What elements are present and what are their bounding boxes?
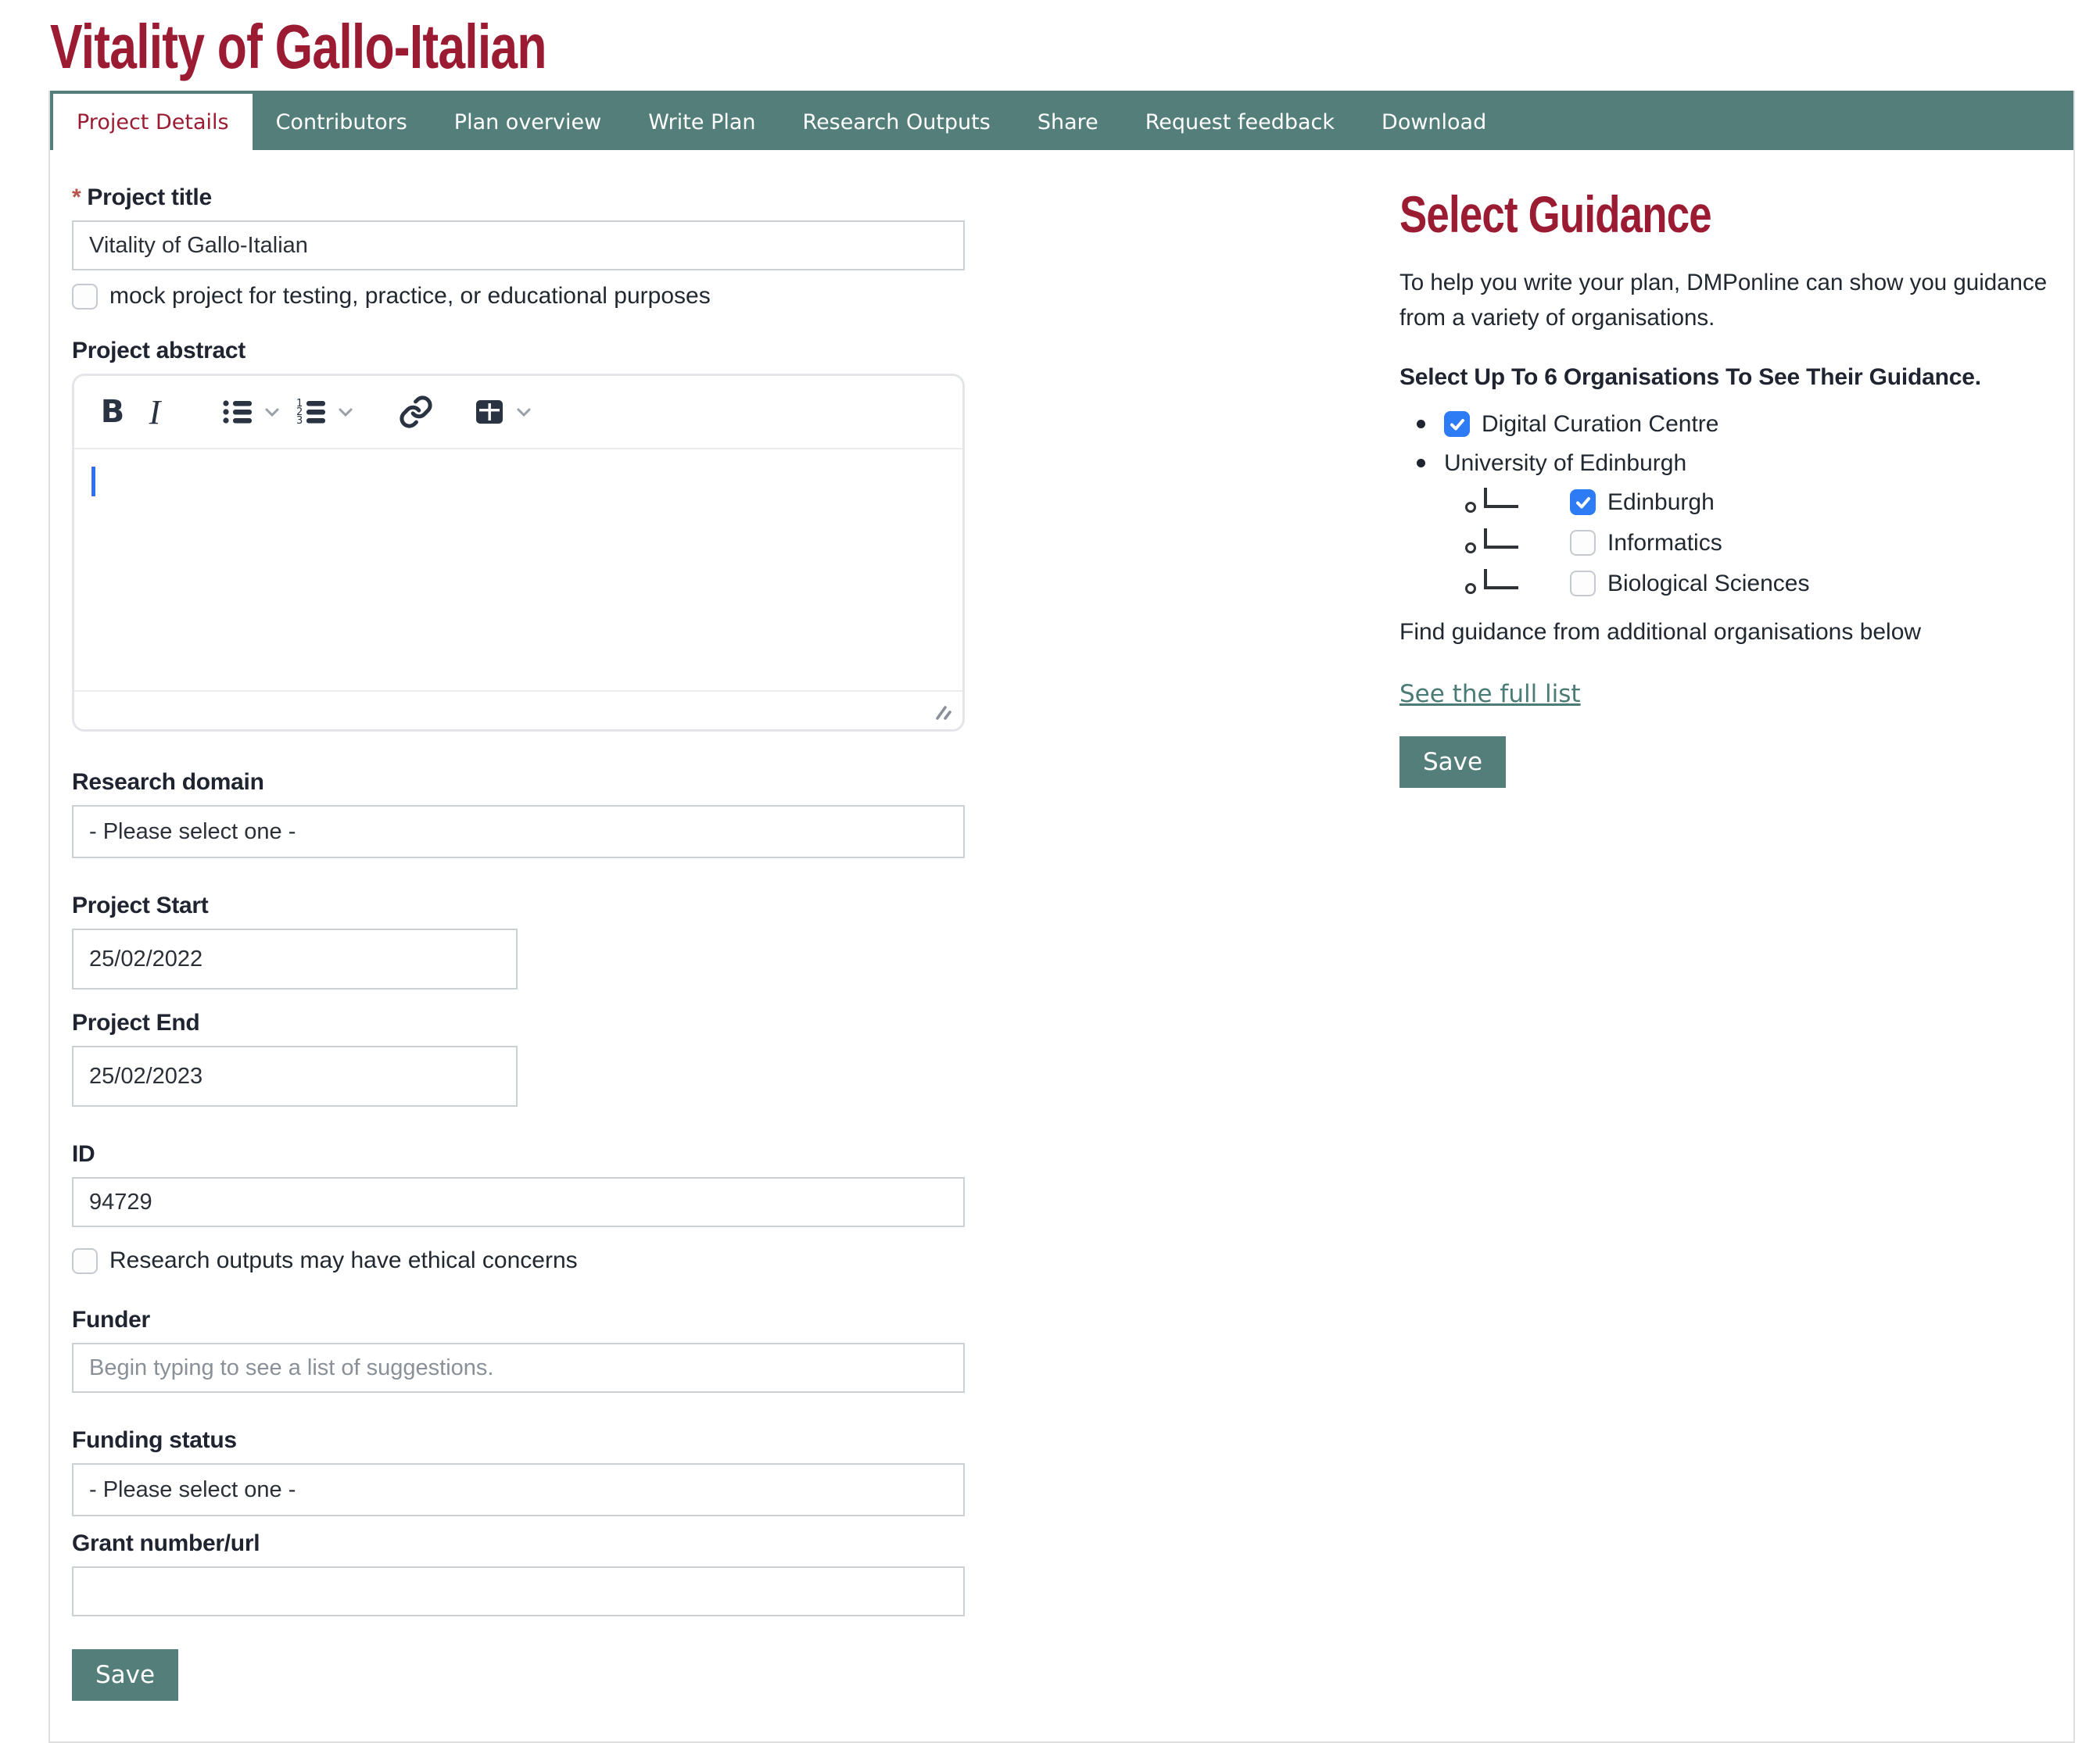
project-title-label-text: Project title bbox=[87, 184, 212, 210]
guidance-save-button[interactable]: Save bbox=[1399, 736, 1506, 788]
org-checkbox-biological-sciences[interactable] bbox=[1570, 571, 1596, 596]
tab-plan-overview[interactable]: Plan overview bbox=[453, 109, 602, 134]
sub-org-row-informatics bbox=[1465, 530, 2062, 557]
abstract-rich-text-editor bbox=[72, 374, 965, 732]
research-domain-select[interactable]: - Please select one - bbox=[72, 805, 965, 858]
grant-number-label: Grant number/url bbox=[72, 1530, 260, 1556]
project-start-label: Project Start bbox=[72, 893, 209, 918]
abstract-editor-content[interactable] bbox=[74, 449, 962, 690]
check-icon bbox=[1575, 494, 1592, 511]
tab-project-details[interactable]: Project Details bbox=[53, 94, 253, 150]
id-label: ID bbox=[72, 1141, 95, 1167]
org-row-digital-curation-centre bbox=[1399, 411, 2062, 438]
circle-bullet-icon bbox=[1465, 583, 1476, 594]
see-full-list-link[interactable]: See the full list bbox=[1399, 679, 1581, 708]
project-end-label: Project End bbox=[72, 1010, 200, 1036]
funding-status-label: Funding status bbox=[72, 1427, 237, 1453]
mock-project-checkbox-row[interactable] bbox=[72, 283, 965, 310]
bold-button[interactable] bbox=[91, 390, 134, 434]
mock-project-checkbox[interactable] bbox=[72, 284, 98, 310]
funder-input[interactable] bbox=[72, 1343, 965, 1393]
italic-icon: I bbox=[149, 392, 161, 431]
mock-project-checkbox-label: mock project for testing, practice, or educational purposes bbox=[109, 283, 711, 309]
numbered-list-icon bbox=[293, 394, 329, 430]
grant-number-input[interactable] bbox=[72, 1566, 965, 1616]
numbered-list-caret-button[interactable] bbox=[332, 390, 359, 434]
guidance-note: Find guidance from additional organisations below bbox=[1399, 618, 1922, 645]
numbered-list-button[interactable] bbox=[290, 390, 332, 434]
save-button[interactable]: Save bbox=[72, 1649, 178, 1701]
svg-text:2: 2 bbox=[296, 406, 303, 418]
org-label: Edinburgh bbox=[1607, 489, 1715, 515]
tab-request-feedback[interactable]: Request feedback bbox=[1145, 109, 1335, 134]
bold-icon: B bbox=[100, 394, 125, 430]
project-title-input[interactable] bbox=[72, 220, 965, 270]
guidance-panel bbox=[1399, 184, 2062, 1701]
tab-contributors[interactable]: Contributors bbox=[275, 109, 407, 134]
guidance-subheading: Select Up To 6 Organisations To See Their Guidance. bbox=[1399, 363, 1981, 390]
tab-research-outputs[interactable]: Research Outputs bbox=[802, 109, 991, 134]
table-button[interactable] bbox=[468, 390, 511, 434]
tab-download[interactable]: Download bbox=[1381, 109, 1487, 134]
insert-link-button[interactable] bbox=[395, 390, 437, 434]
project-title-label bbox=[72, 184, 965, 211]
table-icon bbox=[471, 394, 507, 430]
circle-bullet-icon bbox=[1465, 502, 1476, 513]
funder-label: Funder bbox=[72, 1307, 150, 1333]
bullet-icon bbox=[1417, 420, 1425, 428]
content-area bbox=[50, 150, 2073, 1741]
tab-share[interactable]: Share bbox=[1037, 109, 1098, 134]
svg-text:3: 3 bbox=[296, 415, 303, 427]
org-label: Digital Curation Centre bbox=[1482, 410, 1719, 437]
editor-toolbar bbox=[74, 376, 962, 449]
text-cursor bbox=[91, 467, 95, 496]
link-icon bbox=[398, 394, 434, 430]
tree-branch-icon bbox=[1484, 528, 1518, 549]
chevron-down-icon bbox=[263, 403, 281, 421]
org-checkbox-edinburgh[interactable] bbox=[1570, 489, 1596, 515]
guidance-intro: To help you write your plan, DMPonline can show you guidance from a variety of organisations. bbox=[1399, 270, 2048, 331]
project-abstract-label: Project abstract bbox=[72, 338, 245, 363]
sub-org-row-biological-sciences bbox=[1465, 571, 2062, 597]
svg-text:1: 1 bbox=[296, 398, 303, 410]
org-checkbox-informatics[interactable] bbox=[1570, 530, 1596, 556]
resize-handle-icon[interactable] bbox=[926, 700, 953, 723]
project-start-input[interactable] bbox=[72, 929, 518, 990]
ethical-concerns-checkbox[interactable] bbox=[72, 1248, 98, 1274]
project-details-form bbox=[72, 184, 965, 1701]
org-label: Informatics bbox=[1607, 529, 1722, 556]
funding-status-select[interactable]: - Please select one - bbox=[72, 1463, 965, 1516]
circle-bullet-icon bbox=[1465, 542, 1476, 553]
project-end-input[interactable] bbox=[72, 1046, 518, 1107]
research-domain-label: Research domain bbox=[72, 769, 264, 795]
id-input[interactable] bbox=[72, 1177, 965, 1227]
bullet-list-caret-button[interactable] bbox=[259, 390, 285, 434]
required-asterisk: * bbox=[72, 184, 81, 210]
org-label: Biological Sciences bbox=[1607, 570, 1810, 596]
guidance-heading: Select Guidance bbox=[1399, 185, 1711, 243]
tree-branch-icon bbox=[1484, 488, 1518, 508]
chevron-down-icon bbox=[514, 403, 533, 421]
table-caret-button[interactable] bbox=[511, 390, 537, 434]
tab-write-plan[interactable]: Write Plan bbox=[648, 109, 756, 134]
org-row-university-of-edinburgh bbox=[1399, 450, 2062, 477]
ethical-concerns-checkbox-row[interactable] bbox=[72, 1247, 965, 1274]
tab-bar bbox=[50, 91, 2073, 150]
bullet-icon bbox=[1417, 459, 1425, 467]
bullet-list-icon bbox=[220, 394, 256, 430]
main-container bbox=[48, 91, 2075, 1743]
check-icon bbox=[1449, 416, 1466, 433]
sub-org-row-edinburgh bbox=[1465, 489, 2062, 516]
italic-button[interactable] bbox=[134, 390, 176, 434]
bullet-list-button[interactable] bbox=[217, 390, 259, 434]
editor-statusbar bbox=[74, 690, 962, 729]
ethical-concerns-checkbox-label: Research outputs may have ethical concerns bbox=[109, 1247, 578, 1273]
org-label: University of Edinburgh bbox=[1444, 449, 1687, 476]
page-title: Vitality of Gallo-Italian bbox=[50, 12, 547, 81]
tree-branch-icon bbox=[1484, 569, 1518, 589]
chevron-down-icon bbox=[336, 403, 355, 421]
org-checkbox-digital-curation-centre[interactable] bbox=[1444, 411, 1470, 437]
